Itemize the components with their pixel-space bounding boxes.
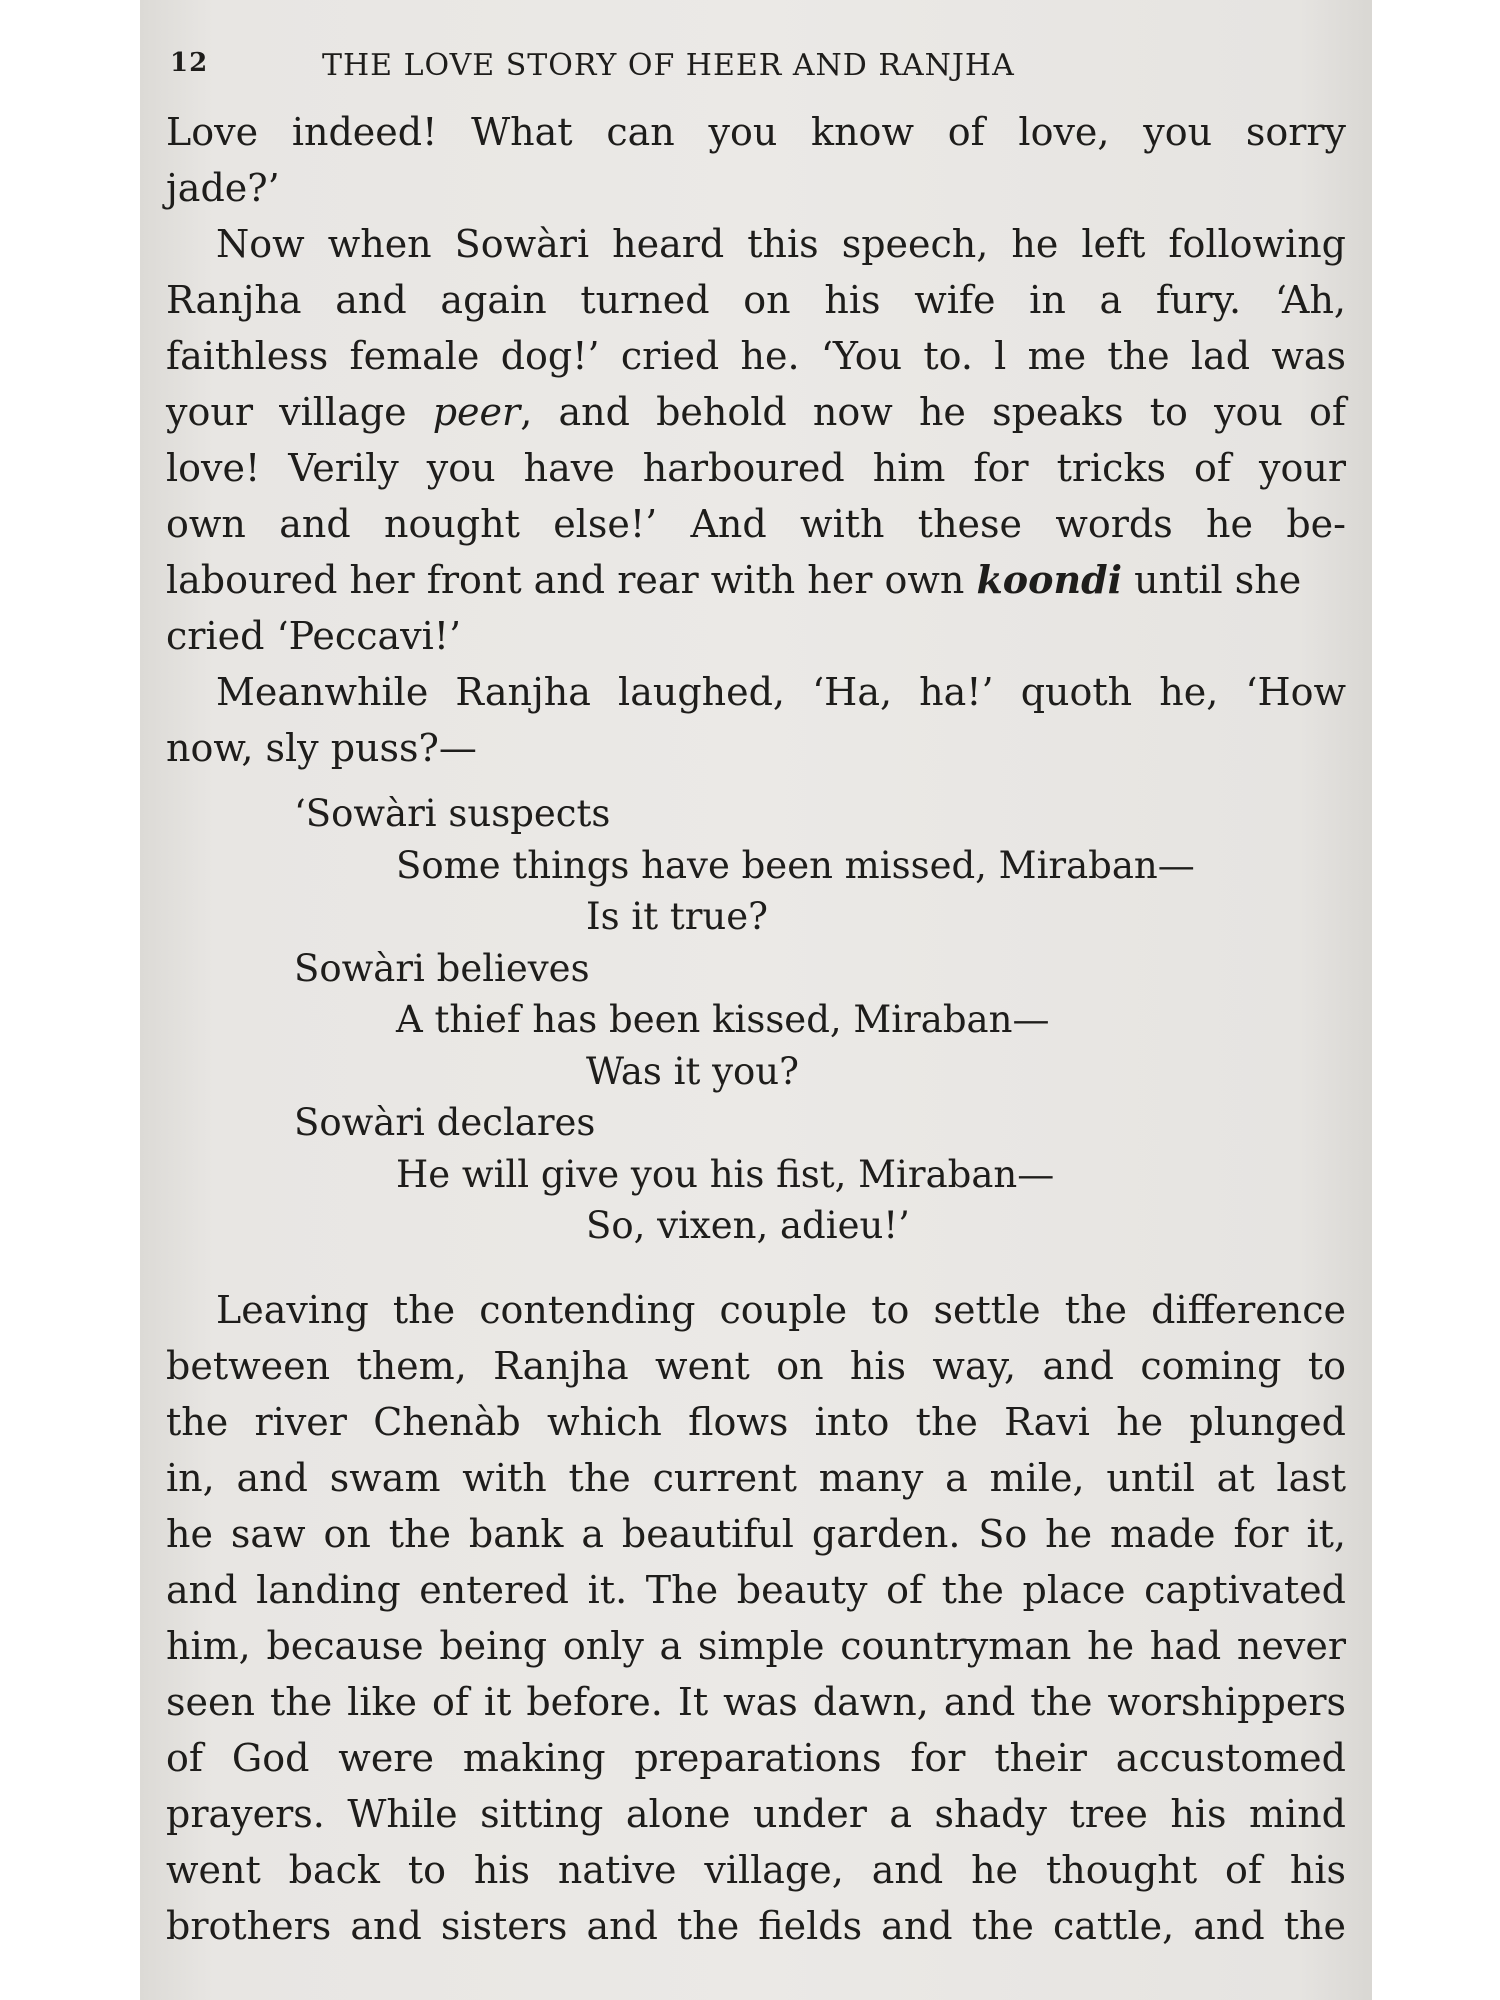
text-line: of God were making preparations for their accustomed (166, 1735, 1346, 1780)
text-line: the river Chenàb which flows into the Ravi he plunged (166, 1399, 1346, 1444)
poem-line: Some things have been missed, Miraban— (396, 843, 1195, 887)
poem-line: Sowàri believes (294, 946, 590, 990)
text-line: faithless female dog!’ cried he. ‘You to. l me the lad was (166, 334, 1346, 378)
poem-line: So, vixen, adieu!’ (586, 1204, 910, 1247)
page-number: 12 (170, 48, 209, 78)
page-body (166, 104, 1346, 1954)
text-line: Love indeed! What can you know of love, you sorry (166, 110, 1346, 154)
text-line: cried ‘Peccavi!’ (166, 614, 462, 658)
text-line: brothers and sisters and the fields and the cattle, and the (166, 1903, 1346, 1948)
poem (166, 788, 1346, 1252)
text-line: went back to his native village, and he thought of his (166, 1847, 1346, 1892)
text-line: him, because being only a simple countryman he had never (166, 1623, 1346, 1668)
text-line: love! Verily you have harboured him for tricks of your (166, 446, 1346, 490)
text-line: in, and swam with the current many a mile, until at last (166, 1455, 1346, 1500)
text-line: prayers. While sitting alone under a shady tree his mind (166, 1791, 1346, 1836)
running-title: THE LOVE STORY OF HEER AND RANJHA (322, 48, 1015, 83)
text-line: own and nought else!’ And with these words he be- (166, 502, 1346, 546)
poem-line: ‘Sowàri suspects (294, 792, 611, 835)
poem-line: Is it true? (586, 895, 768, 938)
poem-line: Was it you? (586, 1049, 799, 1093)
paragraph (166, 104, 1346, 216)
text-line: seen the like of it before. It was dawn, and the worshippers (166, 1679, 1346, 1724)
paragraph (166, 1282, 1346, 1954)
paragraph (166, 664, 1346, 776)
text-segment: until she (1122, 558, 1302, 602)
text-line: Leaving the contending couple to settle the difference (216, 1287, 1346, 1332)
text-segment: , and behold now he speaks to you of (520, 390, 1346, 434)
paragraph (166, 216, 1346, 664)
poem-line: A thief has been kissed, Miraban— (396, 998, 1050, 1041)
text-line: and landing entered it. The beauty of the place captivated (166, 1567, 1346, 1612)
poem-line: Sowàri declares (294, 1101, 596, 1144)
text-line: Meanwhile Ranjha laughed, ‘Ha, ha!’ quoth he, ‘How (216, 670, 1346, 714)
text-line (166, 552, 1346, 608)
text-segment: laboured her front and rear with her own (166, 558, 977, 602)
text-line: Ranjha and again turned on his wife in a fury. ‘Ah, (166, 278, 1346, 322)
page-header (170, 48, 1350, 98)
text-segment: your village (166, 390, 433, 434)
italic-word: peer (432, 390, 521, 434)
poem-line: He will give you his fist, Miraban— (396, 1152, 1055, 1196)
text-line: jade?’ (166, 166, 280, 210)
text-line: between them, Ranjha went on his way, and coming to (166, 1343, 1346, 1388)
italic-word: koondi (976, 557, 1123, 602)
text-line: now, sly puss?— (166, 726, 477, 770)
text-line (166, 384, 1346, 440)
book-page (140, 0, 1372, 2000)
text-line: he saw on the bank a beautiful garden. So he made for it, (166, 1511, 1346, 1556)
text-line: Now when Sowàri heard this speech, he left following (216, 222, 1346, 266)
